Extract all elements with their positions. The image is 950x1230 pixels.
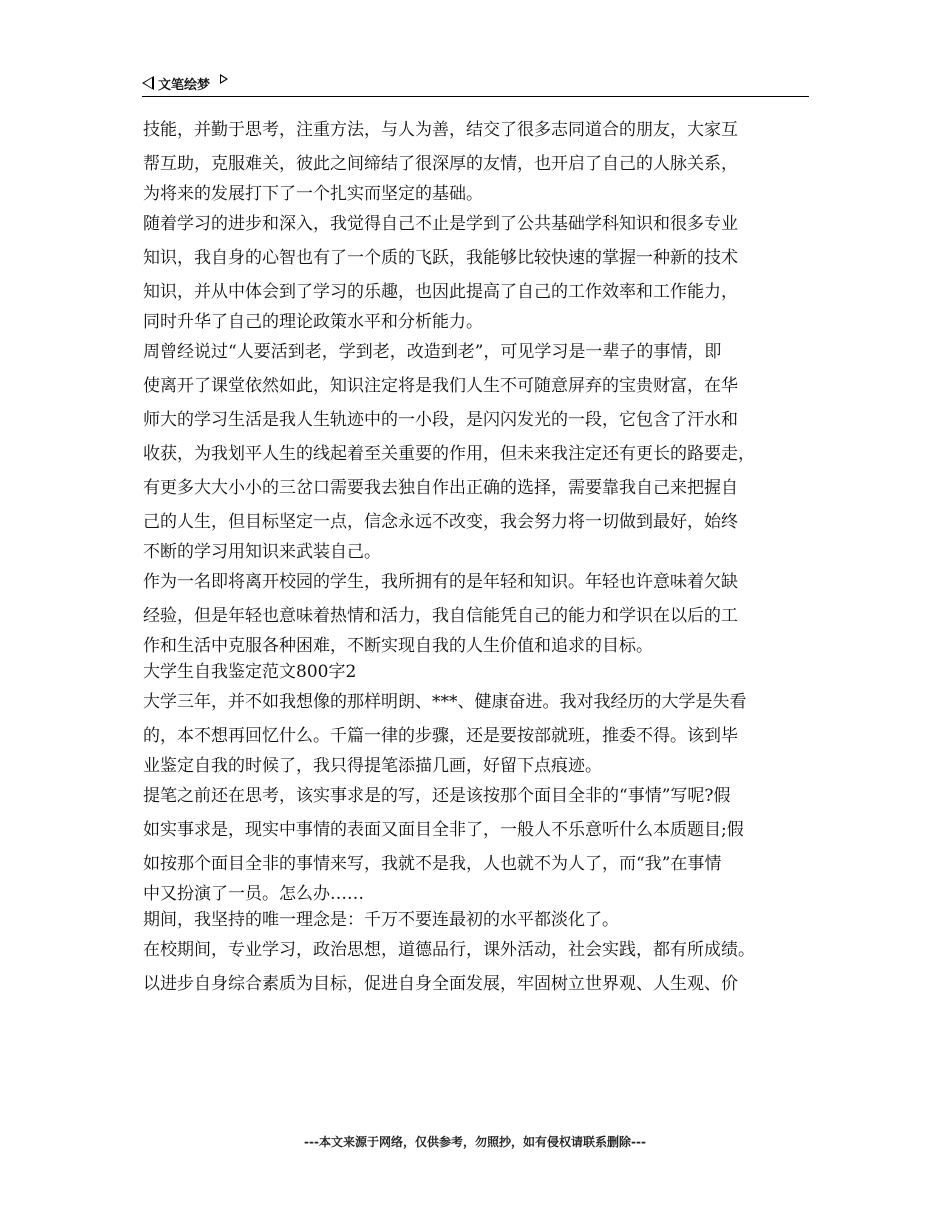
text-line: 技能，并勤于思考，注重方法，与人为善，结交了很多志同道合的朋友，大家互 [143,120,738,140]
text-line: 期间，我坚持的唯一理念是：千万不要连最初的水平都淡化了。 [143,910,619,930]
page-header [142,70,809,97]
text-line: 的，本不想再回忆什么。千篇一律的步骤，还是要按部就班，推委不得。该到毕 [143,726,738,746]
text-line: 在校期间，专业学习，政治思想，道德品行，课外活动，社会实践，都有所成绩。 [143,940,755,960]
text-line: 帮互助，克服难关，彼此之间缔结了很深厚的友情，也开启了自己的人脉关系， [143,154,738,174]
section-heading: 大学生自我鉴定范文800字2 [143,662,357,682]
text-line: 同时升华了自己的理论政策水平和分析能力。 [143,312,483,332]
text-line: 随着学习的进步和深入，我觉得自己不止是学到了公共基础学科知识和很多专业 [143,214,738,234]
text-line: 业鉴定自我的时候了，我只得提笔添描几画，好留下点痕迹。 [143,756,602,776]
text-line: 使离开了课堂依然如此，知识注定将是我们人生不可随意屏弃的宝贵财富，在华 [143,376,738,396]
text-line: 不断的学习用知识来武装自己。 [143,542,381,562]
text-line: 提笔之前还在思考，该实事求是的写，还是该按那个面目全非的“事情”写呢?假 [143,786,731,806]
text-line: 作为一名即将离开校园的学生，我所拥有的是年轻和知识。年轻也许意味着欠缺 [143,572,738,592]
text-line: 经验，但是年轻也意味着热情和活力，我自信能凭自己的能力和学识在以后的工 [143,606,738,626]
text-line: 作和生活中克服各种困难，不断实现自我的人生价值和追求的目标。 [143,636,653,656]
header-brand: 文笔绘梦 [158,77,211,93]
text-line: 收获，为我划平人生的线起着至关重要的作用，但未来我注定还有更长的路要走， [143,444,755,464]
text-line: 大学三年，并不如我想像的那样明朗、***、健康奋进。我对我经历的大学是失看 [143,692,747,712]
text-line: 师大的学习生活是我人生轨迹中的一小段，是闪闪发光的一段，它包含了汗水和 [143,410,738,430]
text-line: 有更多大大小小的三岔口需要我去独自作出正确的选择，需要靠我自己来把握自 [143,478,738,498]
text-line: 如按那个面目全非的事情来写，我就不是我，人也就不为人了，而“我”在事情 [143,854,722,874]
text-line: 如实事求是，现实中事情的表面又面目全非了，一般人不乐意听什么本质题目;假 [143,820,744,840]
page-footer: ---本文来源于网络，仅供参考，勿照抄，如有侵权请联系删除--- [304,1135,646,1149]
text-line: 知识，我自身的心智也有了一个质的飞跃，我能够比较快速的掌握一种新的技术 [143,248,738,268]
text-line: 知识，并从中体会到了学习的乐趣，也因此提高了自己的工作效率和工作能力， [143,282,738,302]
text-line: 以进步自身综合素质为目标，促进自身全面发展，牢固树立世界观、人生观、价 [143,974,738,994]
text-line: 己的人生，但目标坚定一点，信念永远不改变，我会努力将一切做到最好，始终 [143,512,738,532]
text-line: 为将来的发展打下了一个扎实而坚定的基础。 [143,184,483,204]
text-line: 中又扮演了一员。怎么办…… [143,884,364,904]
text-line: 周曾经说过“人要活到老，学到老，改造到老”，可见学习是一辈子的事情，即 [143,342,722,362]
triangle-left-icon [142,76,154,90]
document-body [143,113,823,1001]
triangle-right-icon [220,74,228,84]
